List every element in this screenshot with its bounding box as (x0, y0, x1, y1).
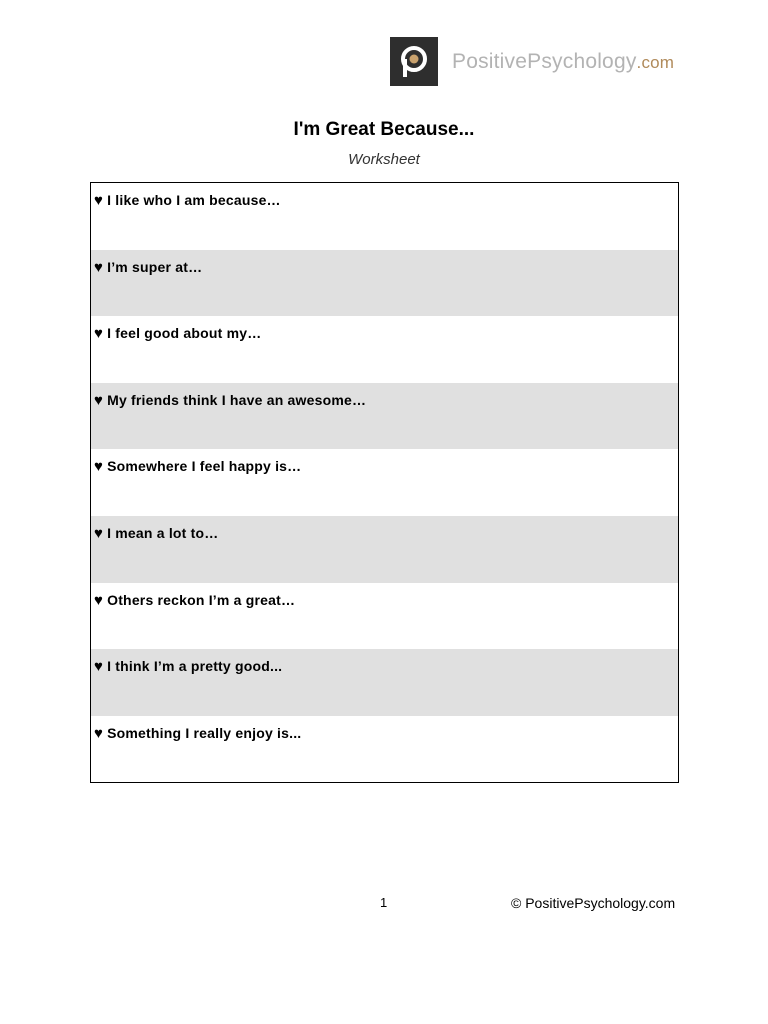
prompt-text: I like who I am because… (107, 192, 281, 208)
heart-icon: ♥ (94, 458, 104, 476)
prompt-text: Something I really enjoy is... (107, 724, 302, 741)
prompt-row (91, 316, 678, 383)
heart-icon: ♥ (94, 192, 104, 209)
prompt-row (91, 583, 678, 650)
brand-name (452, 50, 674, 74)
heart-icon: ♥ (94, 391, 104, 409)
prompt-row (91, 383, 678, 450)
prompt-row (91, 449, 678, 516)
heart-icon: ♥ (94, 658, 104, 676)
prompt-table (90, 182, 679, 783)
prompt-row (91, 183, 678, 250)
prompt-text: I mean a lot to… (107, 524, 219, 541)
prompt-text: Others reckon I’m a great… (107, 591, 296, 608)
prompt-row (91, 716, 678, 783)
prompt-row (91, 649, 678, 716)
brand-logo (390, 37, 674, 86)
worksheet-title: I'm Great Because... (293, 119, 475, 140)
heart-icon: ♥ (94, 524, 104, 542)
heart-icon: ♥ (94, 258, 104, 276)
copyright-notice: © PositivePsychology.com (511, 895, 676, 911)
worksheet-subtitle: Worksheet (348, 151, 420, 168)
prompt-text: I think I’m a pretty good... (107, 658, 283, 675)
heart-icon: ♥ (94, 724, 104, 742)
prompt-text: My friends think I have an awesome… (107, 391, 367, 408)
prompt-row (91, 250, 678, 317)
prompt-row (91, 516, 678, 583)
brand-name-main: PositivePsychology (452, 49, 637, 73)
brand-name-suffix: .com (636, 52, 675, 72)
prompt-text: I’m super at… (107, 258, 203, 275)
heart-icon: ♥ (94, 591, 104, 609)
page-number: 1 (380, 895, 388, 910)
prompt-text: Somewhere I feel happy is… (107, 458, 302, 475)
p-logo-icon (390, 37, 438, 86)
heart-icon: ♥ (94, 325, 104, 343)
prompt-text: I feel good about my… (107, 325, 262, 342)
